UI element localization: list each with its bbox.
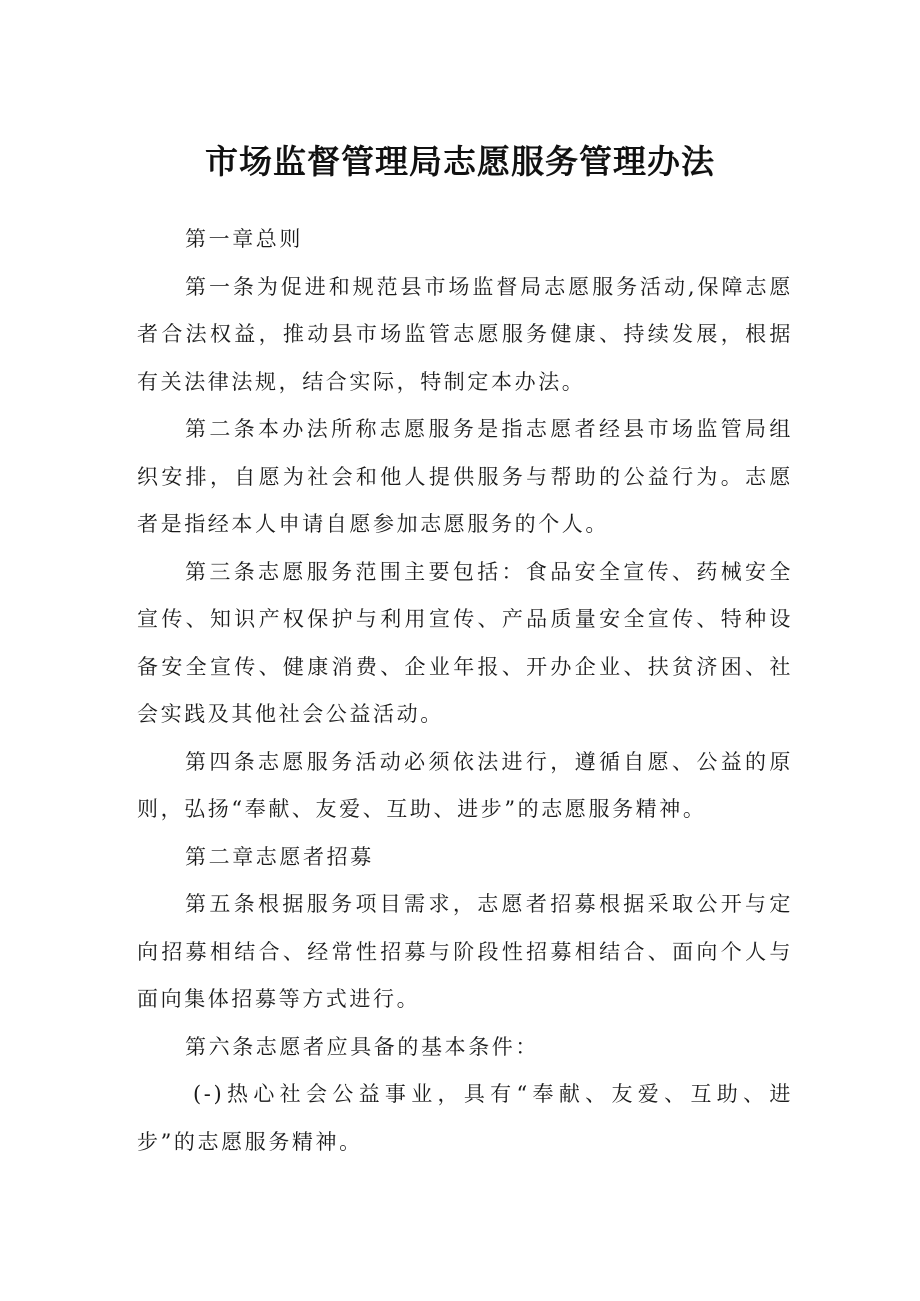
- chapter-heading-recruitment: 第二章志愿者招募: [185, 844, 374, 869]
- document-title: 市场监督管理局志愿服务管理办法: [205, 142, 715, 181]
- article-3-paragraph: 第三条志愿服务范围主要包括：食品安全宣传、药械安全宣传、知识产权保护与利用宣传、产品质量安全宣传、特种设备安全宣传、健康消费、企业年报、开办企业、扶贫济困、社会实践及其他社会公益活动。: [137, 559, 793, 726]
- condition-1-paragraph: (-)热心社会公益事业，具有“奉献、友爱、互助、进步”的志愿服务精神。: [137, 1082, 793, 1154]
- article-6-paragraph: 第六条志愿者应具备的基本条件：: [185, 1034, 539, 1059]
- article-4-paragraph: 第四条志愿服务活动必须依法进行，遵循自愿、公益的原则，弘扬“奉献、友爱、互助、进步”的志愿服务精神。: [137, 749, 793, 821]
- article-2-paragraph: 第二条本办法所称志愿服务是指志愿者经县市场监管局组织安排，自愿为社会和他人提供服务与帮助的公益行为。志愿者是指经本人申请自愿参加志愿服务的个人。: [137, 417, 793, 536]
- article-5-paragraph: 第五条根据服务项目需求，志愿者招募根据采取公开与定向招募相结合、经常性招募与阶段性招募相结合、面向个人与面向集体招募等方式进行。: [137, 892, 793, 1011]
- chapter-heading-general: 第一章总则: [185, 227, 303, 251]
- document-body: [137, 216, 793, 1166]
- article-1-paragraph: 第一条为促进和规范县市场监督局志愿服务活动,保障志愿者合法权益，推动县市场监管志愿服务健康、持续发展，根据有关法律法规，结合实际，特制定本办法。: [137, 274, 793, 394]
